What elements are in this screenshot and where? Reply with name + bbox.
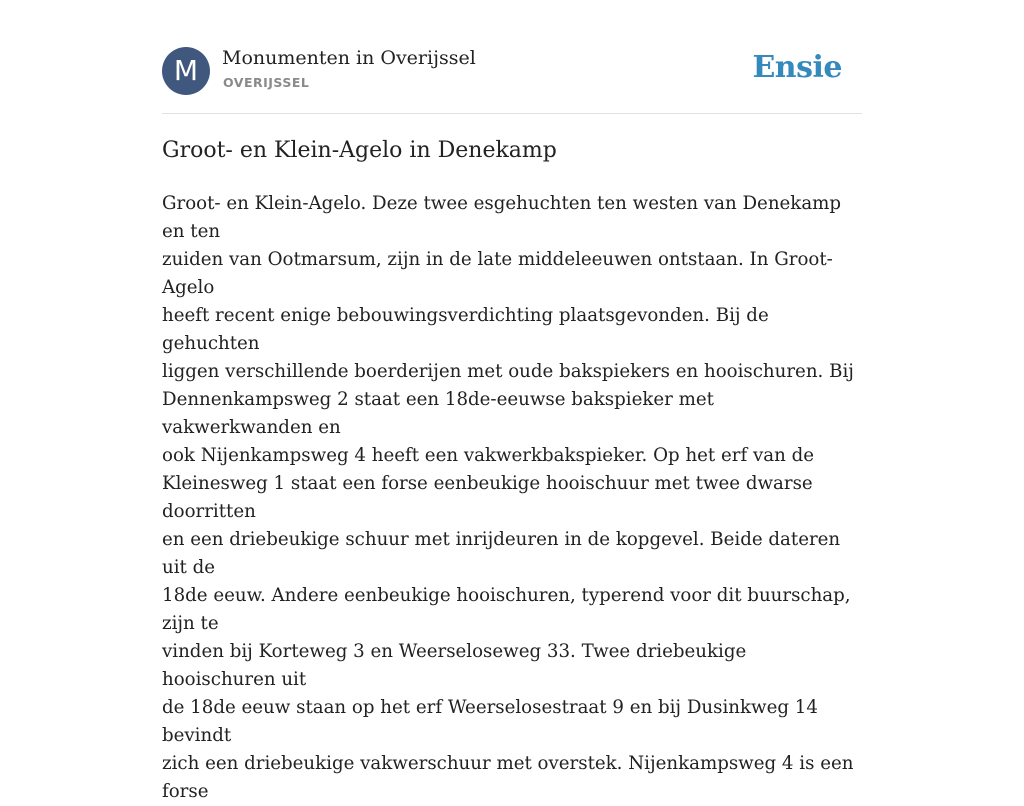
body-line: zich een driebeukige vakwerschuur met overstek. Nijenkampsweg 4 is een forse bbox=[162, 753, 854, 802]
body-line: liggen verschillende boerderijen met oude bakspiekers en hooischuren. Bij bbox=[162, 361, 854, 382]
source-region: OVERIJSSEL bbox=[223, 75, 310, 90]
body-line: vinden bij Korteweg 3 en Weerseloseweg 33. Twee driebeukige hooischuren uit bbox=[162, 641, 747, 690]
body-line: zuiden van Ootmarsum, zijn in de late middeleeuwen ontstaan. In Groot-Agelo bbox=[162, 249, 833, 298]
body-line: ook Nijenkampsweg 4 heeft een vakwerkbakspieker. Op het erf van de bbox=[162, 445, 815, 466]
body-line: heeft recent enige bebouwingsverdichting plaatsgevonden. Bij de gehuchten bbox=[162, 305, 769, 354]
source-header bbox=[162, 46, 862, 96]
body-line: Dennenkampsweg 2 staat een 18de-eeuwse bakspieker met vakwerkwanden en bbox=[162, 389, 714, 438]
article-title: Groot- en Klein-Agelo in Denekamp bbox=[162, 138, 557, 163]
body-line: en een driebeukige schuur met inrijdeuren in de kopgevel. Beide dateren uit de bbox=[162, 529, 841, 578]
header-divider bbox=[162, 113, 862, 114]
brand-logo[interactable]: Ensie bbox=[752, 50, 842, 85]
source-name[interactable]: Monumenten in Overijssel bbox=[222, 47, 476, 69]
body-line: de 18de eeuw staan op het erf Weerselosestraat 9 en bij Dusinkweg 14 bevindt bbox=[162, 697, 818, 746]
article-body bbox=[162, 190, 862, 806]
body-line: 18de eeuw. Andere eenbeukige hooischuren, typerend voor dit buurschap, zijn te bbox=[162, 585, 851, 634]
body-line: Kleinesweg 1 staat een forse eenbeukige hooischuur met twee dwarse doorritten bbox=[162, 473, 813, 522]
body-line: Groot- en Klein-Agelo. Deze twee esgehuchten ten westen van Denekamp en ten bbox=[162, 193, 842, 242]
avatar[interactable]: M bbox=[162, 47, 210, 95]
